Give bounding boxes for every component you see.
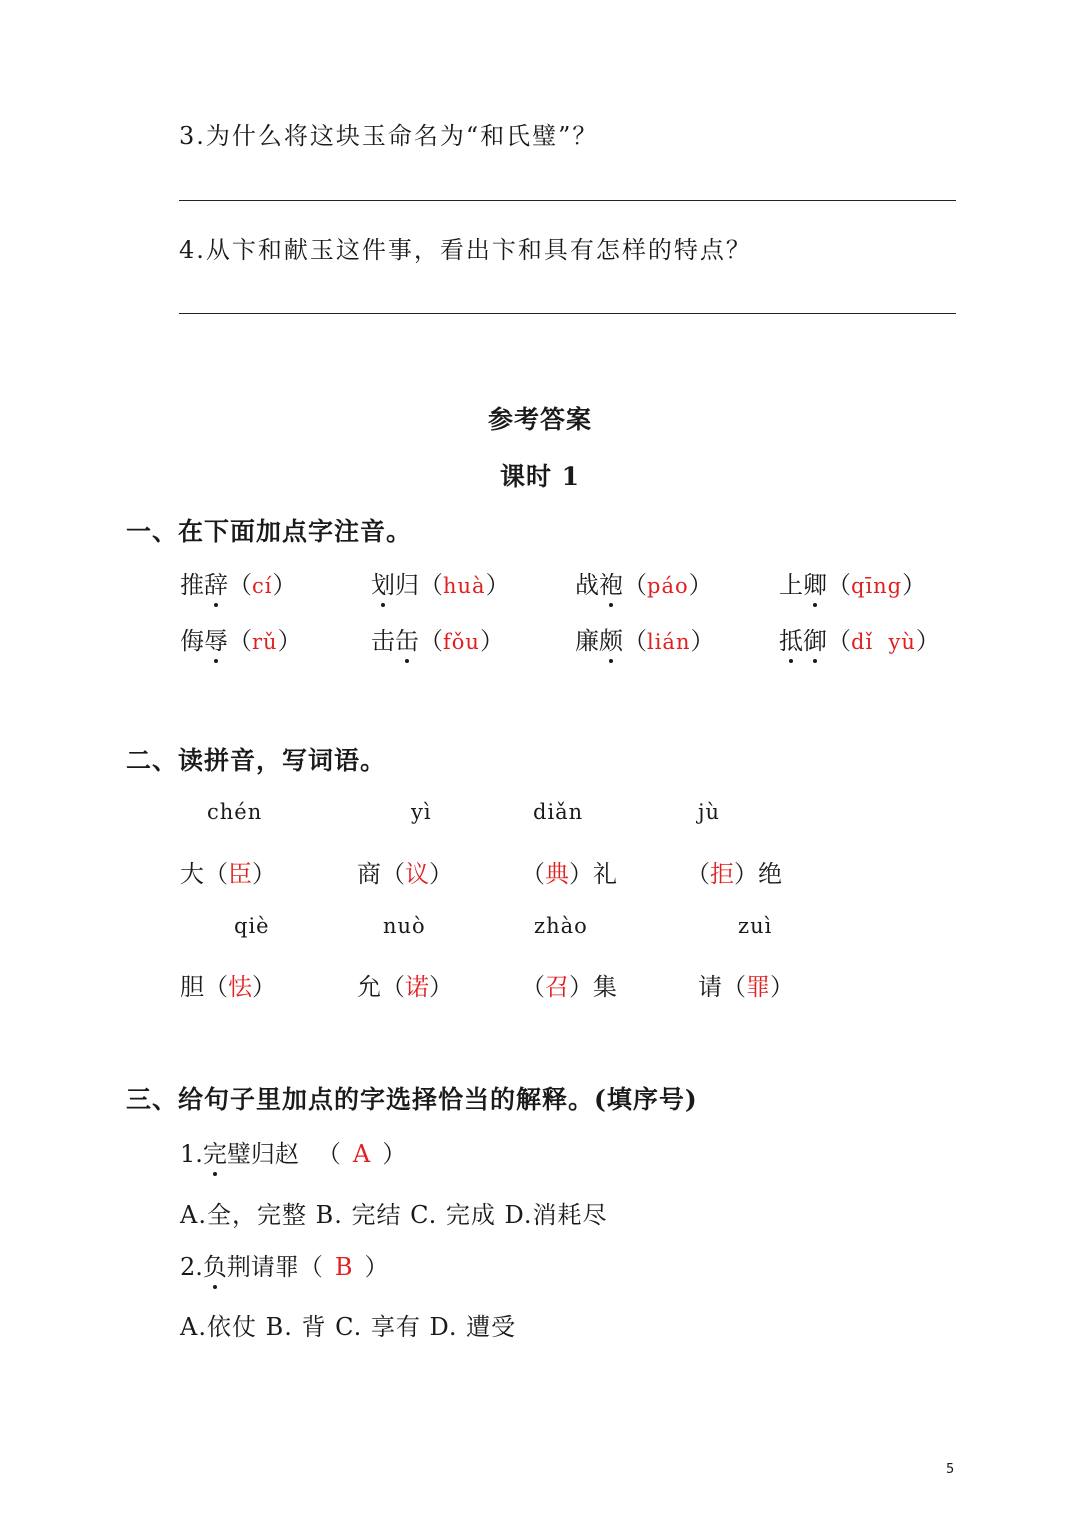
s2-word-7: （召）集	[521, 973, 617, 1001]
s2-pinyin-5: qiè	[234, 914, 270, 938]
answer-line-3	[179, 200, 956, 201]
question-4: 4.从卞和献玉这件事，看出卞和具有怎样的特点？	[179, 236, 752, 264]
s3-question-1: 1.完璧归赵 （ A ）	[180, 1134, 406, 1169]
s2-word-2: 商（议）	[357, 860, 453, 888]
s1-item-8: 抵御（dǐ yù）	[779, 621, 940, 656]
s3-options-2: A.依仗 B. 背 C. 享有 D. 遭受	[180, 1313, 517, 1341]
s2-word-8: 请（罪）	[698, 973, 794, 1001]
section2-heading: 二、读拼音，写词语。	[126, 746, 387, 775]
answer-line-4	[179, 313, 956, 314]
s2-word-6: 允（诺）	[357, 973, 453, 1001]
section1-heading: 一、在下面加点字注音。	[126, 517, 413, 546]
s2-pinyin-3: diǎn	[533, 800, 584, 824]
s1-item-2: 划归（huà）	[371, 565, 510, 600]
s2-word-1: 大（臣）	[180, 860, 276, 888]
answers-title: 参考答案	[487, 405, 592, 434]
page-number: 5	[946, 1462, 955, 1477]
s1-item-4: 上卿（qīng）	[779, 565, 926, 600]
s1-item-1: 推辞（cí）	[180, 565, 296, 600]
s2-word-4: （拒）绝	[686, 860, 782, 888]
s2-word-3: （典）礼	[521, 860, 617, 888]
lesson-title: 课时 1	[499, 462, 581, 491]
s2-pinyin-1: chén	[207, 800, 263, 824]
s3-options-1: A.全，完整 B. 完结 C. 完成 D.消耗尽	[180, 1201, 608, 1229]
s2-word-5: 胆（怯）	[180, 973, 276, 1001]
s3-question-2: 2.负荆请罪（ B ）	[180, 1247, 389, 1282]
s2-pinyin-4: jù	[698, 800, 721, 824]
section3-heading: 三、给句子里加点的字选择恰当的解释。(填序号)	[126, 1085, 698, 1114]
s1-item-7: 廉颇（lián）	[575, 621, 714, 656]
s1-item-5: 侮辱（rǔ）	[180, 621, 302, 656]
s2-pinyin-2: yì	[411, 800, 432, 824]
s1-item-6: 击缶（fǒu）	[371, 621, 504, 656]
s2-pinyin-8: zuì	[738, 914, 773, 938]
s1-item-3: 战袍（páo）	[575, 565, 713, 600]
s2-pinyin-7: zhào	[534, 914, 588, 938]
question-3: 3.为什么将这块玉命名为“和氏璧”？	[179, 122, 599, 150]
s2-pinyin-6: nuò	[383, 914, 426, 938]
